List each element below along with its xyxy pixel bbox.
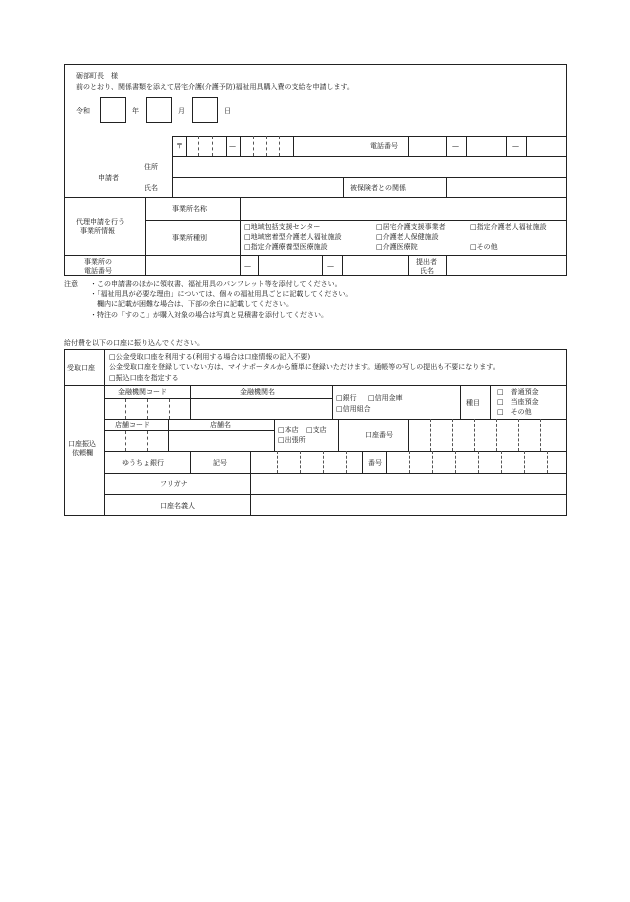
account-digit-divider — [518, 419, 519, 451]
office-type-label: 事業所種別 — [172, 234, 207, 242]
kind-current[interactable]: □ 当座預金 — [497, 398, 539, 406]
account-holder-label: 口座名義人 — [160, 502, 195, 510]
office-type-option[interactable]: □地域包括支援センター — [244, 223, 321, 231]
applicant-name-input[interactable] — [173, 178, 343, 197]
postal-divider — [226, 136, 227, 156]
era-label: 令和 — [76, 107, 90, 115]
bank-code-digit-divider — [169, 399, 170, 419]
note-line: ・「福祉用具が必要な理由」については、個々の福祉用具ごとに記載してください。 — [90, 290, 353, 298]
branch-row-bottom — [104, 451, 567, 452]
agency-phone-label-1: 事業所の — [84, 258, 112, 266]
postal-digit-divider — [279, 136, 280, 156]
office-type-option[interactable]: □介護老人保健施設 — [376, 233, 439, 241]
furigana-input[interactable] — [251, 474, 566, 493]
bank-type-divider — [332, 385, 333, 419]
note-line: 欄内に記載が困難な場合は、下部の余白に記載してください。 — [97, 300, 293, 308]
account-number-label: 口座番号 — [365, 431, 393, 439]
submitter-label-2: 氏名 — [420, 267, 434, 275]
postal-divider — [186, 136, 187, 156]
relation-label: 被保険者との関係 — [350, 184, 406, 192]
postal-divider — [293, 136, 294, 156]
kind-divider — [460, 385, 461, 419]
note-line: ・この申請書のほかに領収書、福祉用具のパンフレット等を添付してください。 — [90, 280, 342, 288]
bank-type-shinkin[interactable]: □信用金庫 — [368, 394, 403, 402]
note-line: ・特注の「すのこ」が購入対象の場合は写真と見積書を添付してください。 — [90, 311, 328, 319]
branch-type-divider — [274, 419, 275, 451]
branch-type-main[interactable]: □本店 — [278, 426, 299, 434]
symbol-digit-divider — [323, 451, 324, 473]
applicant-top-line — [172, 136, 567, 137]
designated-account-option[interactable]: □振込口座を指定する — [109, 374, 179, 382]
symbol-digit-divider — [277, 451, 278, 473]
account-digit-divider — [540, 419, 541, 451]
yucho-divider — [250, 451, 251, 473]
kind-label: 種目 — [466, 399, 480, 407]
number-digit-divider — [432, 451, 433, 473]
branch-name-input[interactable] — [169, 431, 274, 451]
submitter-label-1: 提出者 — [416, 258, 437, 266]
receive-label-divider — [104, 349, 105, 516]
account-no-divider — [408, 419, 409, 451]
year-input[interactable] — [100, 97, 126, 123]
yucho-divider — [190, 451, 191, 473]
postal-digit-divider — [253, 136, 254, 156]
agency-label-divider — [145, 197, 146, 255]
postal-digit-divider — [198, 136, 199, 156]
public-account-option[interactable]: □公金受取口座を利用する(利用する場合は口座情報の記入不要) — [109, 353, 311, 361]
office-type-option[interactable]: □指定介護老人福祉施設 — [470, 223, 547, 231]
postal-divider — [240, 136, 241, 156]
number-digit-divider — [547, 451, 548, 473]
branch-type-sub[interactable]: □出張所 — [278, 436, 306, 444]
agency-phone-dash-1: — — [244, 262, 251, 270]
agency-phone-divider — [342, 255, 343, 276]
account-digit-divider — [430, 419, 431, 451]
office-type-option[interactable]: □居宅介護支援事業者 — [376, 223, 446, 231]
bank-type-kumiai[interactable]: □信用組合 — [336, 405, 371, 413]
phone-dash-2: — — [512, 142, 519, 150]
kind-ordinary[interactable]: □ 普通預金 — [497, 388, 539, 396]
bank-name-input[interactable] — [191, 399, 331, 419]
symbol-digit-divider — [300, 451, 301, 473]
number-digit-divider — [501, 451, 502, 473]
postal-dash: — — [229, 142, 236, 150]
number-digit-divider — [455, 451, 456, 473]
yucho-label: ゆうちょ銀行 — [122, 459, 164, 467]
agency-phone-divider — [145, 255, 146, 276]
postal-digit-divider — [266, 136, 267, 156]
agency-phone-divider — [322, 255, 323, 276]
day-unit: 日 — [224, 107, 231, 115]
submitter-name-input[interactable] — [447, 256, 566, 275]
phone-label: 電話番号 — [370, 142, 398, 150]
applicant-label: 申請者 — [98, 174, 119, 182]
phone-divider — [526, 136, 527, 156]
office-name-label: 事業所名称 — [172, 205, 207, 213]
bank-type-bank[interactable]: □銀行 — [336, 394, 357, 402]
account-digit-divider — [474, 419, 475, 451]
month-unit: 月 — [178, 107, 185, 115]
kind-divider — [490, 385, 491, 419]
postal-mark: 〒 — [176, 142, 183, 150]
bank-row-bottom — [104, 419, 567, 420]
office-type-option[interactable]: □指定介護療養型医療施設 — [244, 243, 328, 251]
relation-divider — [343, 177, 344, 197]
branch-type-branch[interactable]: □支店 — [306, 426, 327, 434]
transfer-label-1: 口座振込 — [68, 440, 96, 448]
symbol-digit-divider — [346, 451, 347, 473]
bank-name-label: 金融機関名 — [240, 388, 275, 396]
address-label: 住所 — [144, 163, 158, 171]
agency-phone-dash-2: — — [327, 262, 334, 270]
address-input[interactable] — [173, 157, 566, 177]
account-digit-divider — [452, 419, 453, 451]
account-holder-input[interactable] — [251, 495, 566, 515]
phone-dash-1: — — [452, 142, 459, 150]
yucho-divider — [386, 451, 387, 473]
receive-row-bottom — [64, 385, 567, 386]
transfer-label-2: 依頼欄 — [72, 449, 93, 457]
agency-phone-divider — [258, 255, 259, 276]
phone-divider — [506, 136, 507, 156]
addressee: 砺部町長 様 — [76, 72, 118, 80]
phone-divider — [446, 136, 447, 156]
branch-code-digit-divider — [147, 431, 148, 451]
agency-label-2: 事業所情報 — [80, 227, 115, 235]
symbol-label: 記号 — [213, 459, 227, 467]
office-name-row-bottom — [145, 220, 567, 221]
agency-phone-divider — [408, 255, 409, 276]
notes-heading: 注意 — [64, 280, 78, 288]
office-type-option[interactable]: □地域密着型介護老人福祉施設 — [244, 233, 342, 241]
branch-code-label: 店舗コード — [115, 421, 150, 429]
bank-code-digit-divider — [147, 399, 148, 419]
bank-code-label: 金融機関コード — [118, 388, 167, 396]
office-type-option[interactable]: □介護医療院 — [376, 243, 418, 251]
yucho-divider — [362, 451, 363, 473]
kind-other[interactable]: □ その他 — [497, 408, 532, 416]
phone-divider — [408, 136, 409, 156]
bank-code-digit-divider — [125, 399, 126, 419]
furigana-label: フリガナ — [160, 480, 188, 488]
application-statement: 前のとおり、関係書類を添えて居宅介護(介護予防)福祉用具購入費の支給を申請します。 — [76, 83, 354, 91]
phone-divider — [466, 136, 467, 156]
number-digit-divider — [409, 451, 410, 473]
number-digit-divider — [478, 451, 479, 473]
number-digit-divider — [524, 451, 525, 473]
branch-code-digit-divider — [125, 431, 126, 451]
receive-label: 受取口座 — [67, 364, 95, 372]
public-account-note: 公金受取口座を登録していない方は、マイナポータルから簡単に登録いただけます。通帳等の写しの提出も不要になります。 — [109, 363, 500, 371]
name-label: 氏名 — [144, 184, 158, 192]
account-digit-divider — [496, 419, 497, 451]
month-input[interactable] — [146, 97, 172, 123]
account-no-divider — [338, 419, 339, 451]
agency-label-1: 代理申請を行う — [76, 218, 125, 226]
bank-intro: 給付費を以下の口座に振り込んでください。 — [64, 339, 204, 347]
branch-name-label: 店舗名 — [210, 421, 231, 429]
office-type-option[interactable]: □その他 — [470, 243, 498, 251]
postal-digit-divider — [212, 136, 213, 156]
agency-phone-divider — [240, 255, 241, 276]
day-input[interactable] — [192, 97, 218, 123]
agency-phone-label-2: 電話番号 — [84, 267, 112, 275]
year-unit: 年 — [132, 107, 139, 115]
number-label: 番号 — [368, 459, 382, 467]
relation-input[interactable] — [447, 178, 566, 197]
office-name-input[interactable] — [241, 198, 566, 220]
